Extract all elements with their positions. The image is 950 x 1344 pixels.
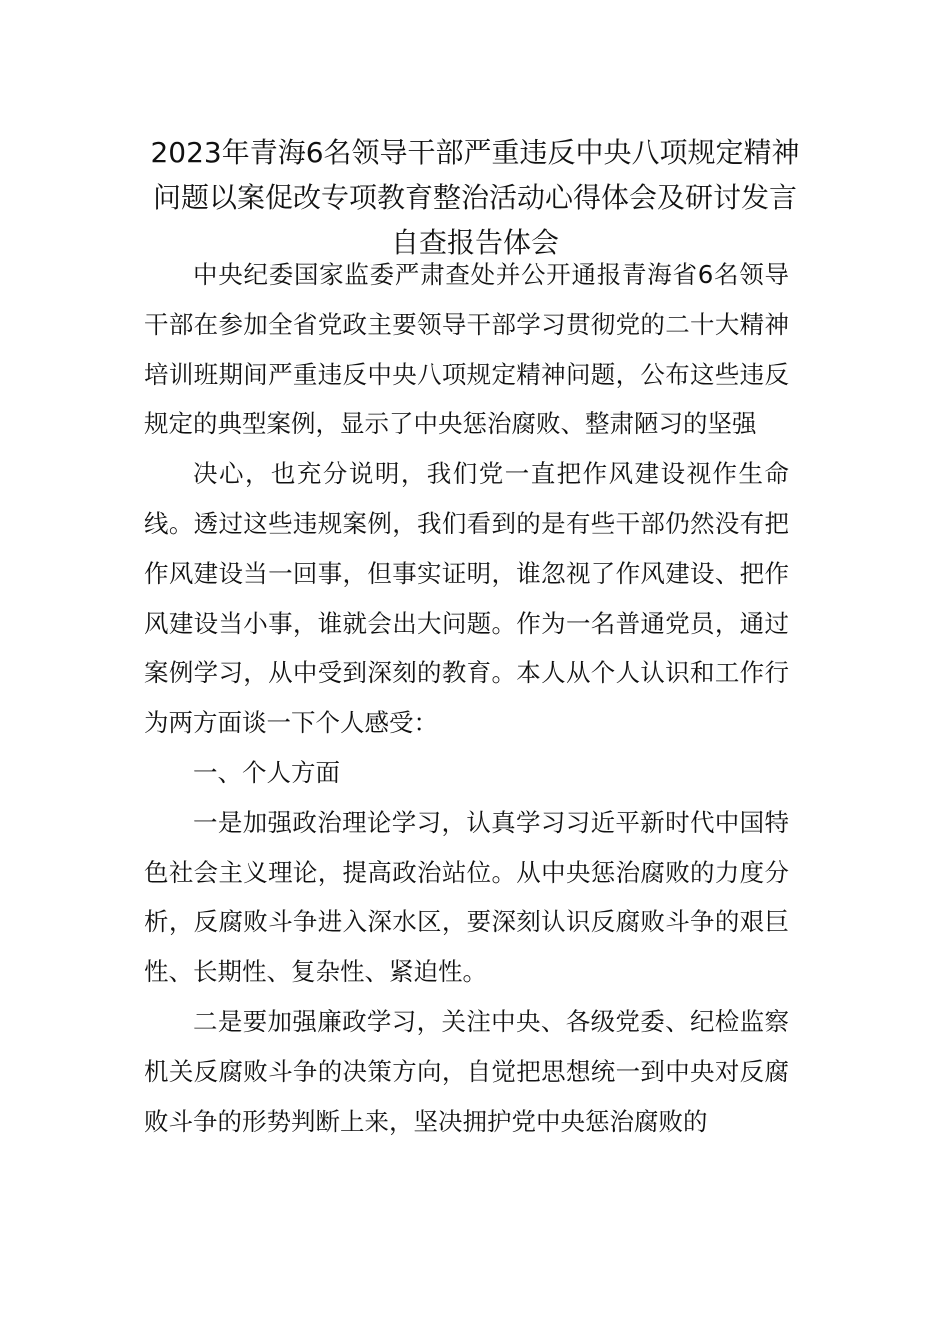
paragraph-point-one: 一是加强政治理论学习，认真学习习近平新时代中国特色社会主义理论，提高政治站位。从中央惩治腐败的力度分析，反腐败斗争进入深水区，要深刻认识反腐败斗争的艰巨性、长期性、复杂性、紧迫性。 [144,807,789,987]
paragraph-determination: 决心，也充分说明，我们党一直把作风建设视作生命线。透过这些违规案例，我们看到的是有些干部仍然没有把作风建设当一回事，但事实证明，谁忽视了作风建设、把作风建设当小事，谁就会出大问题。作为一名普通党员，通过案例学习，从中受到深刻的教育。本人从个人认识和工作行为两方面谈一下个人感受： [144,459,789,738]
document-body [144,250,789,1146]
paragraph-intro: 中央纪委国家监委严肃查处并公开通报青海省6名领导干部在参加全省党政主要领导干部学习贯彻党的二十大精神培训班期间严重违反中央八项规定精神问题，公布这些违反规定的典型案例，显示了中央惩治腐败、整肃陋习的坚强 [144,260,789,439]
paragraph-point-two: 二是要加强廉政学习，关注中央、各级党委、纪检监察机关反腐败斗争的决策方向，自觉把思想统一到中央对反腐败斗争的形势判断上来，坚决拥护党中央惩治腐败的 [144,1006,789,1136]
document-title: 2023年青海6名领导干部严重违反中央八项规定精神问题以案促改专项教育整治活动心得体会及研讨发言自查报告体会 [150,136,800,259]
section-heading-personal: 一、个人方面 [193,757,340,787]
